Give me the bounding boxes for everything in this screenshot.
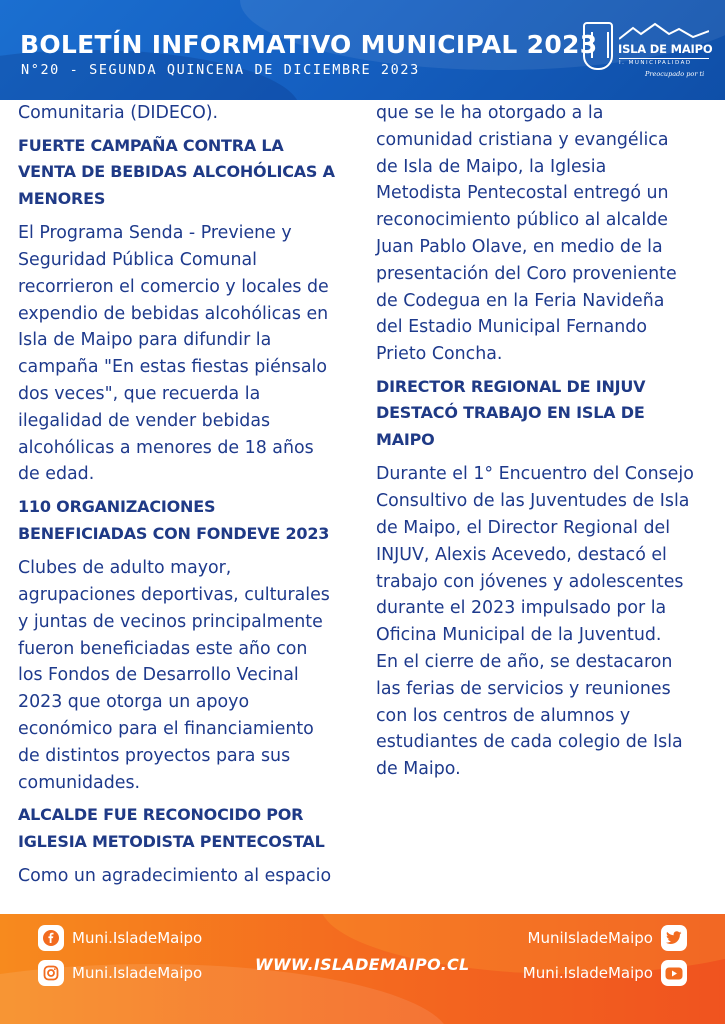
- body-line: estudiantes de cada colegio de Isla: [376, 732, 683, 753]
- body-line: Durante el 1° Encuentro del Consejo: [376, 464, 694, 485]
- body-line: Juan Pablo Olave, en medio de la: [376, 236, 663, 257]
- coat-of-arms-icon: [583, 22, 613, 70]
- twitter-link[interactable]: [528, 925, 687, 951]
- body-line: que se le ha otorgado a la: [376, 103, 604, 123]
- article-body: [18, 555, 356, 796]
- body-line: dos veces", que recuerda la: [18, 384, 261, 405]
- body-line: económico para el financiamiento: [18, 719, 314, 740]
- logo-municipality: I. MUNICIPALIDAD: [619, 58, 709, 66]
- logo-slogan: Preocupado por ti: [645, 70, 705, 78]
- heading-line: MENORES: [18, 188, 106, 208]
- body-line: Clubes de adulto mayor,: [18, 558, 232, 579]
- right-column: [376, 100, 711, 783]
- bulletin-issue: N°20 - SEGUNDA QUINCENA DE DICIEMBRE 2023: [21, 62, 420, 78]
- article-heading: [376, 374, 711, 454]
- article-body: [376, 461, 711, 783]
- body-line: de Maipo, el Director Regional del: [376, 518, 671, 539]
- heading-line: IGLESIA METODISTA PENTECOSTAL: [18, 831, 325, 851]
- body-line: con los centros de alumnos y: [376, 705, 631, 726]
- body-line: alcohólicas a menores de 18 años: [18, 437, 314, 458]
- heading-line: BENEFICIADAS CON FONDEVE 2023: [18, 523, 330, 543]
- header-banner: [0, 0, 725, 100]
- heading-line: DESTACÓ TRABAJO EN ISLA DE: [376, 403, 645, 423]
- article-body: [18, 220, 356, 488]
- body-line: de Isla de Maipo, la Iglesia: [376, 156, 607, 177]
- article-continuation: [376, 100, 711, 368]
- article-heading: [18, 494, 356, 547]
- body-line: Prieto Concha.: [376, 344, 503, 365]
- heading-line: DIRECTOR REGIONAL DE INJUV: [376, 376, 646, 396]
- body-line: Seguridad Pública Comunal: [18, 250, 257, 271]
- body-line: comunidades.: [18, 772, 141, 793]
- body-line: trabajo con jóvenes y adolescentes: [376, 571, 684, 592]
- body-line: Oficina Municipal de la Juventud.: [376, 625, 662, 646]
- body-line: 2023 que otorga un apoyo: [18, 692, 250, 713]
- body-line: Como un agradecimiento al espacio: [18, 866, 332, 887]
- body-line: ilegalidad de vender bebidas: [18, 410, 271, 431]
- website-link[interactable]: WWW.ISLADEMAIPO.CL: [255, 955, 470, 974]
- youtube-icon: [661, 960, 687, 986]
- twitter-handle: MuniIsladeMaipo: [527, 929, 653, 947]
- body-line: agrupaciones deportivas, culturales: [18, 585, 330, 606]
- body-line: Metodista Pentecostal entregó un: [376, 183, 669, 204]
- mountains-icon: [619, 22, 709, 40]
- youtube-link[interactable]: [523, 960, 687, 986]
- logo-name: ISLA DE MAIPO: [618, 42, 713, 56]
- facebook-icon: [38, 925, 64, 951]
- body-line: INJUV, Alexis Acevedo, destacó el: [376, 544, 667, 565]
- facebook-handle: Muni.IsladeMaipo: [72, 929, 203, 947]
- body-line: reconocimiento público al alcalde: [376, 210, 668, 231]
- article-alcalde-reconocido: [18, 802, 356, 890]
- body-line: Isla de Maipo para difundir la: [18, 330, 272, 351]
- article-body: [18, 863, 356, 890]
- body-line: de Maipo.: [376, 759, 461, 780]
- intro-tail: Comunitaria (DIDECO).: [18, 103, 219, 123]
- heading-line: MAIPO: [376, 429, 435, 449]
- body-line: de distintos proyectos para sus: [18, 745, 291, 766]
- article-heading: [18, 802, 356, 855]
- article-heading: [18, 133, 356, 213]
- body-line: campaña "En estas fiestas piénsalo: [18, 357, 327, 378]
- body-line: de edad.: [18, 464, 95, 485]
- instagram-link[interactable]: [38, 960, 202, 986]
- heading-line: 110 ORGANIZACIONES: [18, 497, 216, 517]
- body-line: los Fondos de Desarrollo Vecinal: [18, 665, 299, 686]
- youtube-handle: Muni.IsladeMaipo: [522, 964, 653, 982]
- body-line: fueron beneficiadas este año con: [18, 638, 308, 659]
- heading-line: VENTA DE BEBIDAS ALCOHÓLICAS A: [18, 162, 335, 182]
- article-injuv: [376, 374, 711, 783]
- body-line: las ferias de servicios y reuniones: [376, 678, 671, 699]
- heading-line: ALCALDE FUE RECONOCIDO POR: [18, 805, 304, 825]
- facebook-link[interactable]: [38, 925, 202, 951]
- body-line: expendio de bebidas alcohólicas en: [18, 303, 329, 324]
- body-line: comunidad cristiana y evangélica: [376, 129, 669, 150]
- body-line: El Programa Senda - Previene y: [18, 223, 292, 244]
- article-alcohol-campaign: [18, 133, 356, 488]
- body-line: recorrieron el comercio y locales de: [18, 276, 329, 297]
- body-line: Consultivo de las Juventudes de Isla: [376, 491, 690, 512]
- heading-line: FUERTE CAMPAÑA CONTRA LA: [18, 135, 284, 155]
- left-column: [18, 100, 356, 890]
- instagram-handle: Muni.IsladeMaipo: [72, 964, 203, 982]
- body-line: durante el 2023 impulsado por la: [376, 598, 667, 619]
- municipality-logo: [583, 20, 713, 82]
- article-fondeve: [18, 494, 356, 796]
- body-line: y juntas de vecinos principalmente: [18, 611, 323, 632]
- body-line: del Estadio Municipal Fernando: [376, 317, 647, 338]
- twitter-icon: [661, 925, 687, 951]
- bulletin-title: BOLETÍN INFORMATIVO MUNICIPAL 2023: [20, 30, 598, 59]
- body-line: presentación del Coro proveniente: [376, 263, 677, 284]
- body-line: de Codegua en la Feria Navideña: [376, 290, 665, 311]
- instagram-icon: [38, 960, 64, 986]
- body-line: En el cierre de año, se destacaron: [376, 652, 673, 673]
